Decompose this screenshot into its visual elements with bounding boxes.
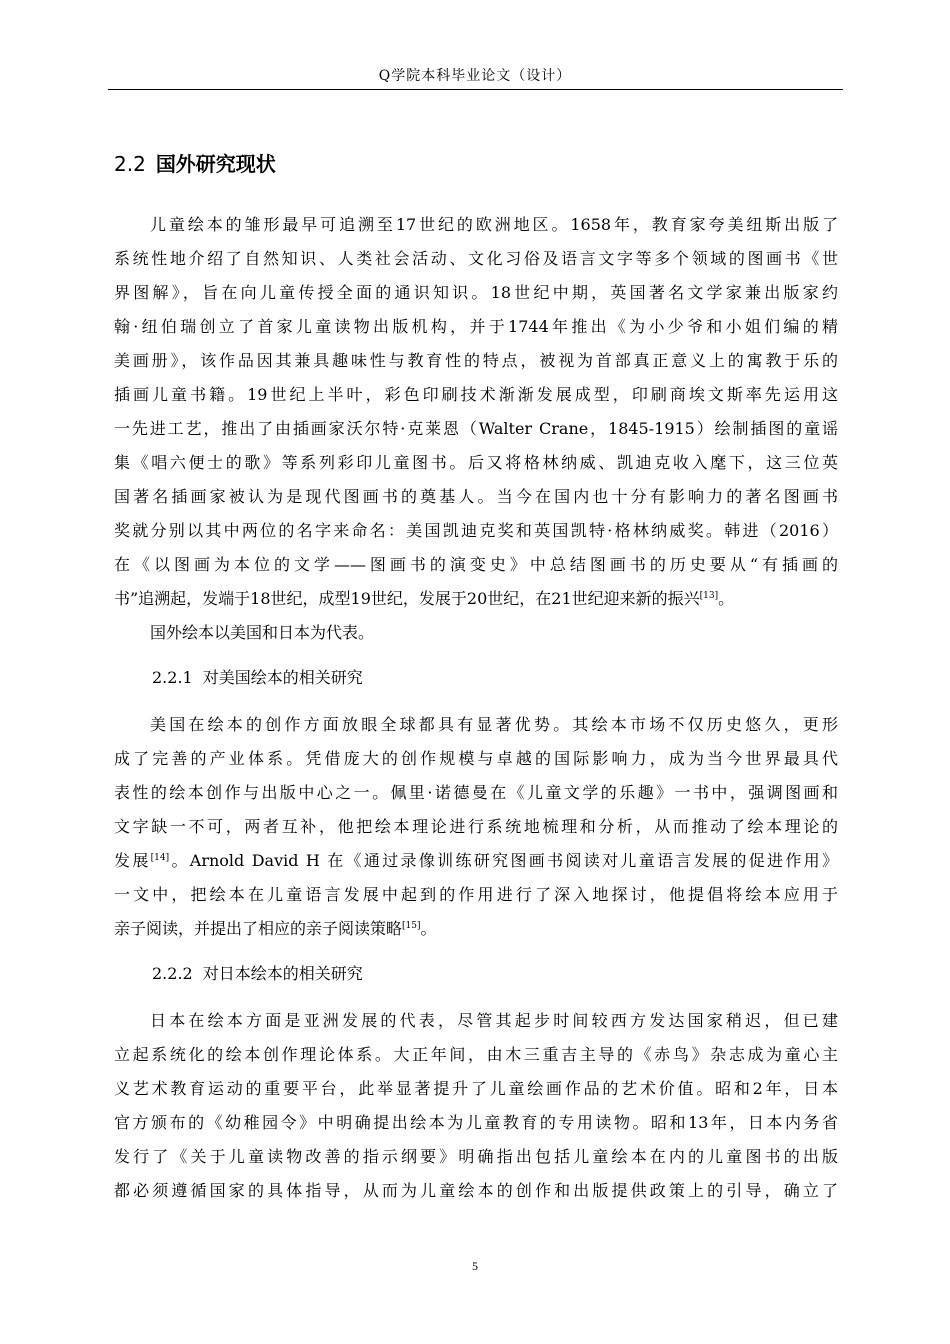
section-heading-2-2 — [114, 150, 276, 178]
text-line: 文字缺一不可，两者互补，他把绘本理论进行系统地梳理和分析，从而推动了绘本理论的 — [114, 817, 838, 836]
text-run: 。Arnold David H 在《通过录像训练研究图画书阅读对儿童语言发展的促进作用》 — [169, 851, 838, 870]
text-line: 在《以图画为本位的文学——图画书的演变史》中总结图画书的历史要从“有插画的 — [114, 555, 838, 574]
text-run: 。 — [718, 589, 735, 608]
citation-13: [13] — [699, 591, 719, 601]
section-title: 国外研究现状 — [155, 152, 276, 176]
text-line: 插画儿童书籍。19世纪上半叶，彩色印刷技术渐渐发展成型，印刷商埃文斯率先运用这 — [114, 385, 838, 404]
text-line: 一先进工艺，推出了由插画家沃尔特·克莱恩（Walter Crane，1845-1915）绘制插图的童谣 — [114, 419, 838, 438]
text-line: 都必须遵循国家的具体指导，从而为儿童绘本的创作和出版提供政策上的引导，确立了 — [114, 1181, 838, 1200]
text-line — [114, 912, 838, 946]
text-line: 国著名插画家被认为是现代图画书的奠基人。当今在国内也十分有影响力的著名图画书 — [114, 487, 838, 506]
text-line: 表性的绘本创作与出版中心之一。佩里·诺德曼在《儿童文学的乐趣》一书中，强调图画和 — [114, 783, 838, 802]
text-line: 国外绘本以美国和日本为代表。 — [150, 623, 375, 642]
text-line: 成了完善的产业体系。凭借庞大的创作规模与卓越的国际影响力，成为当今世界最具代 — [114, 749, 838, 768]
text-run: 亲子阅读，并提出了相应的亲子阅读策略 — [114, 919, 403, 938]
text-line: 美国在绘本的创作方面放眼全球都具有显著优势。其绘本市场不仅历史悠久，更形 — [150, 715, 838, 734]
subsection-number: 2.2.2 — [152, 964, 193, 983]
text-line: 翰·纽伯瑞创立了首家儿童读物出版机构，并于1744年推出《为小少爷和小姐们编的精 — [114, 317, 838, 336]
text-line: 官方颁布的《幼稚园令》中明确提出绘本为儿童教育的专用读物。昭和13年，日本内务省 — [114, 1113, 838, 1132]
subsection-number: 2.2.1 — [152, 668, 193, 687]
text-line — [114, 582, 838, 616]
text-line: 一文中，把绘本在儿童语言发展中起到的作用进行了深入地探讨，他提倡将绘本应用于 — [114, 885, 838, 904]
text-line: 立起系统化的绘本创作理论体系。大正年间，由木三重吉主导的《赤鸟》杂志成为童心主 — [114, 1045, 838, 1064]
text-line: 集《唱六便士的歌》等系列彩印儿童图书。后又将格林纳威、凯迪克收入麾下，这三位英 — [114, 453, 838, 472]
text-run: 书”追溯起，发端于18世纪，成型19世纪，发展于20世纪，在21世纪迎来新的振兴 — [114, 589, 700, 608]
text-line: 界图解》，旨在向儿童传授全面的通识知识。18世纪中期，英国著名文学家兼出版家约 — [114, 283, 838, 302]
text-line: 发行了《关于儿童读物改善的指示纲要》明确指出包括儿童绘本在内的儿童图书的出版 — [114, 1147, 838, 1166]
paragraph-representatives — [114, 616, 838, 650]
subsection-heading-2-2-1 — [152, 666, 363, 690]
text-line — [114, 844, 838, 878]
header-divider — [108, 89, 843, 90]
text-line: 儿童绘本的雏形最早可追溯至17世纪的欧洲地区。1658年，教育家夸美纽斯出版了 — [150, 215, 838, 234]
citation-15: [15] — [402, 921, 421, 931]
subsection-title: 对美国绘本的相关研究 — [202, 668, 363, 687]
text-run: 发展 — [114, 851, 151, 870]
text-run: 。 — [420, 919, 437, 938]
text-line: 系统性地介绍了自然知识、人类社会活动、文化习俗及语言文字等多个领域的图画书《世 — [114, 249, 838, 268]
citation-14: [14] — [150, 853, 170, 863]
subsection-title: 对日本绘本的相关研究 — [202, 964, 363, 983]
section-number: 2.2 — [114, 152, 146, 176]
text-line: 义艺术教育运动的重要平台，此举显著提升了儿童绘画作品的艺术价值。昭和2年，日本 — [114, 1079, 838, 1098]
text-line: 美画册》，该作品因其兼具趣味性与教育性的特点，被视为首部真正意义上的寓教于乐的 — [114, 351, 838, 370]
text-line: 奖就分别以其中两位的名字来命名：美国凯迪克奖和英国凯特·格林纳威奖。韩进（2016） — [114, 521, 838, 540]
paragraph-usa — [114, 708, 838, 946]
text-line: 日本在绘本方面是亚洲发展的代表，尽管其起步时间较西方发达国家稍迟，但已建 — [150, 1011, 838, 1030]
subsection-heading-2-2-2 — [152, 962, 363, 986]
page-number: 5 — [472, 1259, 478, 1273]
paragraph-japan — [114, 1004, 838, 1208]
running-header: Q学院本科毕业论文（设计） — [378, 68, 572, 84]
paragraph-history — [114, 208, 838, 616]
